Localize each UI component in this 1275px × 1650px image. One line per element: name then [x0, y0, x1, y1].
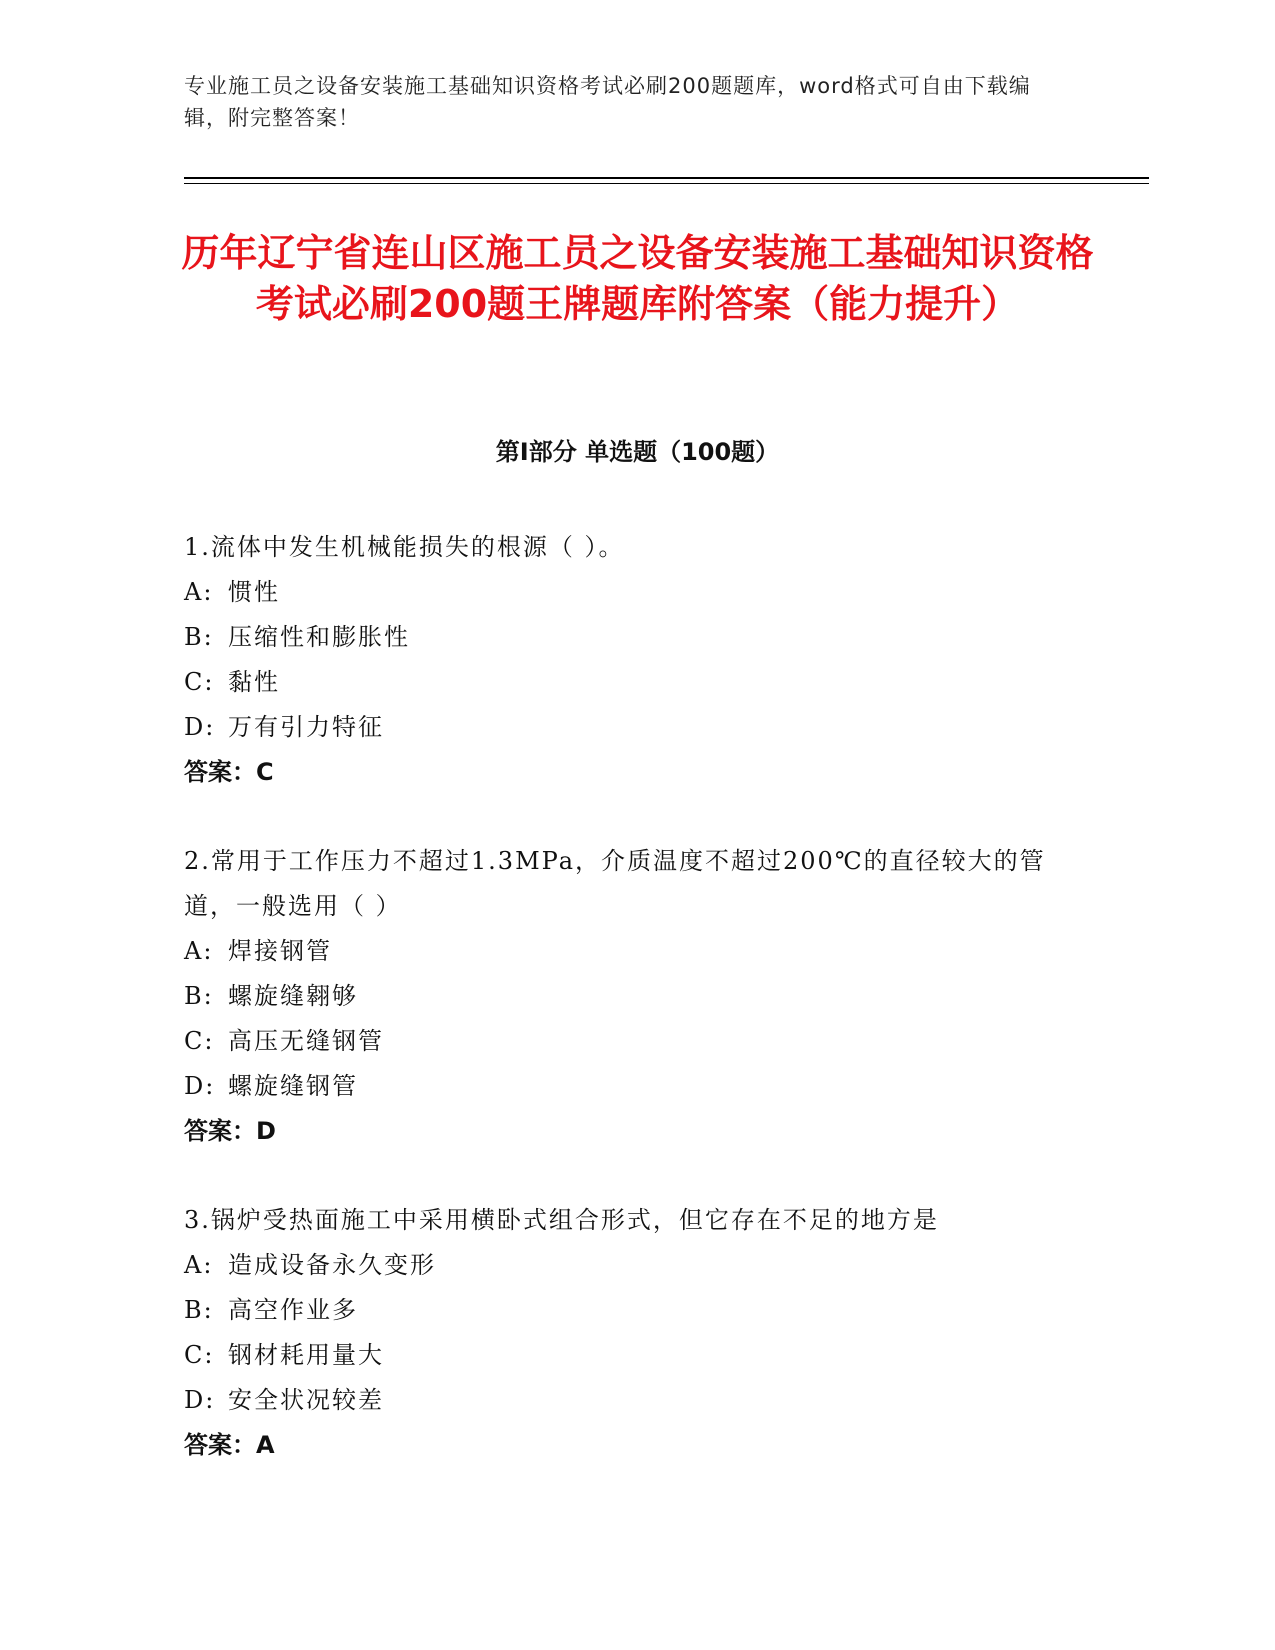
answer-line [184, 1109, 1074, 1154]
option-a [184, 929, 1074, 974]
answer-line [184, 750, 1074, 795]
question-3 [184, 1198, 1074, 1468]
option-text: 压缩性和膨胀性 [228, 623, 410, 651]
header-note: 专业施工员之设备安装施工基础知识资格考试必刷200题题库，word格式可自由下载编辑，附完整答案！ [184, 74, 1031, 130]
option-text: 高压无缝钢管 [228, 1027, 384, 1055]
option-a [184, 1243, 1074, 1288]
question-1 [184, 525, 1074, 795]
option-d [184, 1064, 1074, 1109]
section-title: 第Ⅰ部分 单选题（100题） [495, 438, 780, 466]
option-c [184, 660, 1074, 705]
answer-label: 答案： [184, 1117, 256, 1145]
question-stem: 3.锅炉受热面施工中采用横卧式组合形式，但它存在不足的地方是 [184, 1206, 939, 1234]
option-letter: A: [184, 578, 214, 606]
option-letter: C: [184, 1027, 215, 1055]
option-d [184, 1378, 1074, 1423]
header-rule-thin [184, 183, 1149, 184]
option-text: 惯性 [228, 578, 280, 606]
option-text: 造成设备永久变形 [228, 1251, 436, 1279]
option-d [184, 705, 1074, 750]
option-a [184, 570, 1074, 615]
option-letter: D: [184, 1072, 216, 1100]
question-list [184, 525, 1074, 1512]
answer-value: A [256, 1431, 275, 1459]
question-2 [184, 839, 1074, 1154]
option-letter: C: [184, 1341, 215, 1369]
option-b [184, 974, 1074, 1019]
option-b [184, 615, 1074, 660]
option-text: 螺旋缝钢管 [228, 1072, 358, 1100]
answer-value: C [256, 758, 274, 786]
option-letter: A: [184, 937, 214, 965]
option-c [184, 1019, 1074, 1064]
option-text: 黏性 [228, 668, 280, 696]
option-text: 钢材耗用量大 [228, 1341, 384, 1369]
option-letter: D: [184, 713, 216, 741]
option-letter: B: [184, 1296, 214, 1324]
answer-value: D [256, 1117, 276, 1145]
option-text: 万有引力特征 [228, 713, 384, 741]
question-stem: 1.流体中发生机械能损失的根源（ ）。 [184, 533, 625, 561]
option-letter: A: [184, 1251, 214, 1279]
option-text: 安全状况较差 [228, 1386, 384, 1414]
option-letter: B: [184, 623, 214, 651]
answer-line [184, 1423, 1074, 1468]
option-text: 焊接钢管 [228, 937, 332, 965]
option-text: 高空作业多 [228, 1296, 358, 1324]
question-stem: 2.常用于工作压力不超过1.3MPa，介质温度不超过200℃的直径较大的管道，一般选用（ ） [184, 847, 1046, 920]
header-rule-thick [184, 177, 1149, 179]
option-letter: C: [184, 668, 215, 696]
document-title: 历年辽宁省连山区施工员之设备安装施工基础知识资格考试必刷200题王牌题库附答案（能力提升） [181, 231, 1094, 326]
option-text: 螺旋缝翱够 [228, 982, 358, 1010]
option-letter: B: [184, 982, 214, 1010]
answer-label: 答案： [184, 758, 256, 786]
option-b [184, 1288, 1074, 1333]
option-letter: D: [184, 1386, 216, 1414]
answer-label: 答案： [184, 1431, 256, 1459]
option-c [184, 1333, 1074, 1378]
